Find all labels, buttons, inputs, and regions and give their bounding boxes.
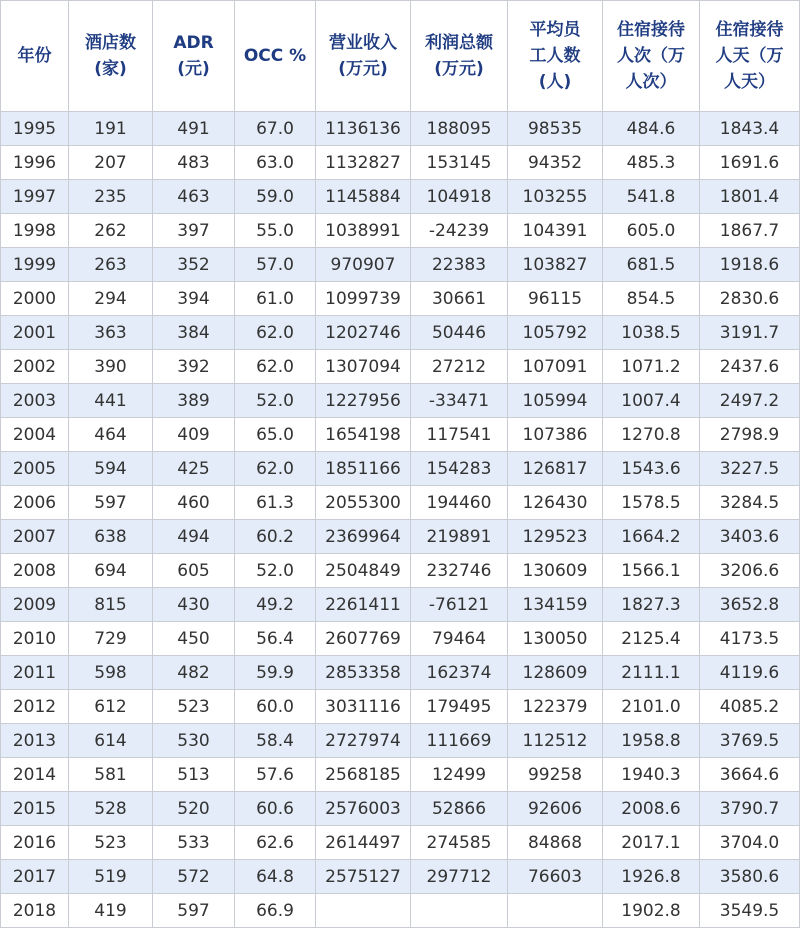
cell-guest-arrivals: 1038.5 <box>603 316 700 350</box>
cell-avg-staff: 96115 <box>508 282 603 316</box>
header-guest-nights: 住宿接待 人天（万 人天） <box>700 1 800 112</box>
cell-profit: 30661 <box>411 282 508 316</box>
table-row <box>1 486 800 520</box>
cell-profit: 27212 <box>411 350 508 384</box>
cell-adr: 397 <box>153 214 235 248</box>
cell-profit: 22383 <box>411 248 508 282</box>
cell-occ: 65.0 <box>235 418 316 452</box>
cell-hotel-count: 464 <box>69 418 153 452</box>
table-row <box>1 316 800 350</box>
cell-year: 2005 <box>1 452 69 486</box>
cell-year: 2000 <box>1 282 69 316</box>
cell-avg-staff: 99258 <box>508 758 603 792</box>
header-profit: 利润总额 (万元) <box>411 1 508 112</box>
cell-guest-nights: 1867.7 <box>700 214 800 248</box>
cell-avg-staff: 126430 <box>508 486 603 520</box>
cell-profit <box>411 894 508 928</box>
cell-avg-staff: 112512 <box>508 724 603 758</box>
cell-occ: 49.2 <box>235 588 316 622</box>
header-avg-staff: 平均员 工人数 (人) <box>508 1 603 112</box>
cell-revenue: 2614497 <box>316 826 411 860</box>
cell-profit: 12499 <box>411 758 508 792</box>
cell-adr: 523 <box>153 690 235 724</box>
cell-avg-staff: 92606 <box>508 792 603 826</box>
cell-revenue: 1099739 <box>316 282 411 316</box>
cell-adr: 572 <box>153 860 235 894</box>
cell-year: 1998 <box>1 214 69 248</box>
header-row <box>1 1 800 112</box>
cell-year: 2010 <box>1 622 69 656</box>
cell-year: 2018 <box>1 894 69 928</box>
cell-revenue: 2568185 <box>316 758 411 792</box>
cell-guest-nights: 3549.5 <box>700 894 800 928</box>
cell-year: 2011 <box>1 656 69 690</box>
cell-revenue: 1038991 <box>316 214 411 248</box>
cell-adr: 605 <box>153 554 235 588</box>
cell-revenue: 1145884 <box>316 180 411 214</box>
cell-guest-nights: 3664.6 <box>700 758 800 792</box>
cell-profit: -76121 <box>411 588 508 622</box>
cell-hotel-count: 523 <box>69 826 153 860</box>
cell-adr: 533 <box>153 826 235 860</box>
cell-year: 2015 <box>1 792 69 826</box>
cell-profit: 153145 <box>411 146 508 180</box>
table-row <box>1 758 800 792</box>
cell-revenue: 1202746 <box>316 316 411 350</box>
cell-guest-nights: 2830.6 <box>700 282 800 316</box>
cell-guest-arrivals: 1940.3 <box>603 758 700 792</box>
cell-occ: 59.9 <box>235 656 316 690</box>
cell-guest-arrivals: 854.5 <box>603 282 700 316</box>
cell-revenue: 1654198 <box>316 418 411 452</box>
cell-guest-nights: 1691.6 <box>700 146 800 180</box>
table-row <box>1 282 800 316</box>
cell-hotel-count: 363 <box>69 316 153 350</box>
cell-avg-staff: 128609 <box>508 656 603 690</box>
cell-guest-nights: 4085.2 <box>700 690 800 724</box>
cell-guest-nights: 2798.9 <box>700 418 800 452</box>
cell-revenue: 1136136 <box>316 112 411 146</box>
cell-year: 1995 <box>1 112 69 146</box>
cell-avg-staff: 104391 <box>508 214 603 248</box>
table-row <box>1 588 800 622</box>
cell-guest-arrivals: 1578.5 <box>603 486 700 520</box>
cell-occ: 62.6 <box>235 826 316 860</box>
cell-guest-nights: 3206.6 <box>700 554 800 588</box>
cell-guest-nights: 4173.5 <box>700 622 800 656</box>
table-row <box>1 112 800 146</box>
cell-occ: 64.8 <box>235 860 316 894</box>
cell-adr: 494 <box>153 520 235 554</box>
cell-avg-staff: 105994 <box>508 384 603 418</box>
cell-occ: 61.3 <box>235 486 316 520</box>
cell-hotel-count: 581 <box>69 758 153 792</box>
cell-avg-staff: 76603 <box>508 860 603 894</box>
cell-avg-staff: 103827 <box>508 248 603 282</box>
cell-year: 2013 <box>1 724 69 758</box>
cell-revenue: 2607769 <box>316 622 411 656</box>
cell-occ: 67.0 <box>235 112 316 146</box>
cell-guest-arrivals: 2111.1 <box>603 656 700 690</box>
cell-year: 1997 <box>1 180 69 214</box>
cell-profit: 162374 <box>411 656 508 690</box>
cell-year: 2008 <box>1 554 69 588</box>
cell-profit: 194460 <box>411 486 508 520</box>
cell-adr: 409 <box>153 418 235 452</box>
cell-hotel-count: 390 <box>69 350 153 384</box>
cell-guest-nights: 1843.4 <box>700 112 800 146</box>
cell-hotel-count: 638 <box>69 520 153 554</box>
cell-avg-staff: 107091 <box>508 350 603 384</box>
cell-adr: 392 <box>153 350 235 384</box>
table-row <box>1 894 800 928</box>
cell-avg-staff <box>508 894 603 928</box>
cell-adr: 597 <box>153 894 235 928</box>
cell-guest-arrivals: 1958.8 <box>603 724 700 758</box>
cell-guest-arrivals: 1270.8 <box>603 418 700 452</box>
cell-adr: 482 <box>153 656 235 690</box>
cell-guest-arrivals: 1543.6 <box>603 452 700 486</box>
table-row <box>1 520 800 554</box>
cell-occ: 61.0 <box>235 282 316 316</box>
cell-hotel-count: 419 <box>69 894 153 928</box>
cell-adr: 430 <box>153 588 235 622</box>
cell-guest-arrivals: 2017.1 <box>603 826 700 860</box>
cell-guest-nights: 3769.5 <box>700 724 800 758</box>
cell-hotel-count: 594 <box>69 452 153 486</box>
cell-guest-nights: 3580.6 <box>700 860 800 894</box>
cell-revenue: 2575127 <box>316 860 411 894</box>
header-guest-arrivals: 住宿接待 人次（万 人次） <box>603 1 700 112</box>
cell-year: 2012 <box>1 690 69 724</box>
cell-hotel-count: 815 <box>69 588 153 622</box>
table-header <box>1 1 800 112</box>
cell-profit: 232746 <box>411 554 508 588</box>
cell-hotel-count: 235 <box>69 180 153 214</box>
cell-hotel-count: 294 <box>69 282 153 316</box>
cell-guest-nights: 3191.7 <box>700 316 800 350</box>
cell-occ: 63.0 <box>235 146 316 180</box>
cell-guest-arrivals: 1902.8 <box>603 894 700 928</box>
cell-hotel-count: 598 <box>69 656 153 690</box>
table-row <box>1 418 800 452</box>
cell-occ: 59.0 <box>235 180 316 214</box>
cell-year: 2014 <box>1 758 69 792</box>
cell-hotel-count: 262 <box>69 214 153 248</box>
cell-avg-staff: 84868 <box>508 826 603 860</box>
cell-occ: 60.2 <box>235 520 316 554</box>
cell-guest-nights: 3790.7 <box>700 792 800 826</box>
cell-hotel-count: 191 <box>69 112 153 146</box>
cell-hotel-count: 729 <box>69 622 153 656</box>
cell-revenue <box>316 894 411 928</box>
cell-avg-staff: 134159 <box>508 588 603 622</box>
cell-guest-arrivals: 2125.4 <box>603 622 700 656</box>
cell-guest-arrivals: 605.0 <box>603 214 700 248</box>
cell-guest-arrivals: 2101.0 <box>603 690 700 724</box>
table-row <box>1 146 800 180</box>
table-row <box>1 860 800 894</box>
table-row <box>1 656 800 690</box>
cell-profit: 154283 <box>411 452 508 486</box>
cell-adr: 389 <box>153 384 235 418</box>
cell-adr: 491 <box>153 112 235 146</box>
cell-adr: 513 <box>153 758 235 792</box>
cell-occ: 60.0 <box>235 690 316 724</box>
cell-guest-arrivals: 485.3 <box>603 146 700 180</box>
cell-year: 2016 <box>1 826 69 860</box>
cell-revenue: 970907 <box>316 248 411 282</box>
cell-avg-staff: 98535 <box>508 112 603 146</box>
table-row <box>1 792 800 826</box>
header-hotel-count: 酒店数 (家) <box>69 1 153 112</box>
cell-guest-nights: 3403.6 <box>700 520 800 554</box>
cell-guest-arrivals: 541.8 <box>603 180 700 214</box>
cell-guest-nights: 3284.5 <box>700 486 800 520</box>
cell-hotel-count: 528 <box>69 792 153 826</box>
cell-revenue: 1227956 <box>316 384 411 418</box>
cell-avg-staff: 94352 <box>508 146 603 180</box>
cell-revenue: 2853358 <box>316 656 411 690</box>
cell-occ: 57.6 <box>235 758 316 792</box>
cell-profit: 188095 <box>411 112 508 146</box>
cell-year: 1999 <box>1 248 69 282</box>
cell-occ: 52.0 <box>235 384 316 418</box>
cell-adr: 394 <box>153 282 235 316</box>
cell-guest-nights: 3227.5 <box>700 452 800 486</box>
cell-hotel-count: 263 <box>69 248 153 282</box>
cell-profit: 52866 <box>411 792 508 826</box>
table-row <box>1 724 800 758</box>
cell-year: 2001 <box>1 316 69 350</box>
cell-occ: 60.6 <box>235 792 316 826</box>
cell-guest-nights: 3652.8 <box>700 588 800 622</box>
cell-avg-staff: 103255 <box>508 180 603 214</box>
cell-revenue: 3031116 <box>316 690 411 724</box>
cell-adr: 352 <box>153 248 235 282</box>
cell-hotel-count: 614 <box>69 724 153 758</box>
cell-hotel-count: 612 <box>69 690 153 724</box>
cell-year: 2007 <box>1 520 69 554</box>
header-occ: OCC % <box>235 1 316 112</box>
cell-hotel-count: 207 <box>69 146 153 180</box>
cell-year: 2006 <box>1 486 69 520</box>
cell-occ: 52.0 <box>235 554 316 588</box>
cell-guest-nights: 2497.2 <box>700 384 800 418</box>
cell-revenue: 2504849 <box>316 554 411 588</box>
table-row <box>1 622 800 656</box>
cell-revenue: 2055300 <box>316 486 411 520</box>
cell-occ: 62.0 <box>235 350 316 384</box>
cell-adr: 425 <box>153 452 235 486</box>
cell-guest-arrivals: 1007.4 <box>603 384 700 418</box>
cell-guest-arrivals: 1566.1 <box>603 554 700 588</box>
cell-adr: 460 <box>153 486 235 520</box>
table-row <box>1 826 800 860</box>
cell-profit: 297712 <box>411 860 508 894</box>
table-row <box>1 180 800 214</box>
cell-hotel-count: 441 <box>69 384 153 418</box>
cell-guest-arrivals: 484.6 <box>603 112 700 146</box>
cell-avg-staff: 129523 <box>508 520 603 554</box>
cell-avg-staff: 130609 <box>508 554 603 588</box>
cell-occ: 56.4 <box>235 622 316 656</box>
cell-guest-nights: 4119.6 <box>700 656 800 690</box>
cell-adr: 384 <box>153 316 235 350</box>
cell-revenue: 2261411 <box>316 588 411 622</box>
cell-avg-staff: 130050 <box>508 622 603 656</box>
cell-guest-nights: 2437.6 <box>700 350 800 384</box>
cell-year: 2017 <box>1 860 69 894</box>
cell-year: 2003 <box>1 384 69 418</box>
cell-occ: 55.0 <box>235 214 316 248</box>
cell-profit: 79464 <box>411 622 508 656</box>
cell-guest-nights: 1801.4 <box>700 180 800 214</box>
cell-occ: 58.4 <box>235 724 316 758</box>
cell-revenue: 2576003 <box>316 792 411 826</box>
cell-guest-arrivals: 1827.3 <box>603 588 700 622</box>
cell-revenue: 2727974 <box>316 724 411 758</box>
cell-profit: 50446 <box>411 316 508 350</box>
cell-adr: 530 <box>153 724 235 758</box>
cell-profit: 117541 <box>411 418 508 452</box>
cell-occ: 62.0 <box>235 452 316 486</box>
header-year: 年份 <box>1 1 69 112</box>
cell-adr: 520 <box>153 792 235 826</box>
cell-year: 1996 <box>1 146 69 180</box>
table-row <box>1 214 800 248</box>
cell-avg-staff: 107386 <box>508 418 603 452</box>
table-row <box>1 350 800 384</box>
cell-avg-staff: 122379 <box>508 690 603 724</box>
header-adr: ADR (元) <box>153 1 235 112</box>
cell-guest-arrivals: 1664.2 <box>603 520 700 554</box>
cell-guest-nights: 3704.0 <box>700 826 800 860</box>
table-body <box>1 112 800 928</box>
table-row <box>1 384 800 418</box>
cell-hotel-count: 597 <box>69 486 153 520</box>
cell-hotel-count: 694 <box>69 554 153 588</box>
cell-revenue: 1307094 <box>316 350 411 384</box>
cell-guest-arrivals: 681.5 <box>603 248 700 282</box>
cell-avg-staff: 105792 <box>508 316 603 350</box>
table-row <box>1 248 800 282</box>
cell-guest-nights: 1918.6 <box>700 248 800 282</box>
cell-occ: 57.0 <box>235 248 316 282</box>
cell-profit: 179495 <box>411 690 508 724</box>
cell-profit: 274585 <box>411 826 508 860</box>
cell-year: 2004 <box>1 418 69 452</box>
cell-profit: -24239 <box>411 214 508 248</box>
cell-profit: 104918 <box>411 180 508 214</box>
table-row <box>1 690 800 724</box>
cell-occ: 62.0 <box>235 316 316 350</box>
table-row <box>1 452 800 486</box>
cell-revenue: 1851166 <box>316 452 411 486</box>
cell-year: 2002 <box>1 350 69 384</box>
header-revenue: 营业收入 (万元) <box>316 1 411 112</box>
cell-adr: 463 <box>153 180 235 214</box>
cell-guest-arrivals: 1926.8 <box>603 860 700 894</box>
cell-revenue: 2369964 <box>316 520 411 554</box>
table-row <box>1 554 800 588</box>
cell-guest-arrivals: 1071.2 <box>603 350 700 384</box>
cell-adr: 450 <box>153 622 235 656</box>
cell-revenue: 1132827 <box>316 146 411 180</box>
cell-adr: 483 <box>153 146 235 180</box>
cell-avg-staff: 126817 <box>508 452 603 486</box>
cell-hotel-count: 519 <box>69 860 153 894</box>
cell-profit: 111669 <box>411 724 508 758</box>
cell-profit: 219891 <box>411 520 508 554</box>
cell-year: 2009 <box>1 588 69 622</box>
cell-guest-arrivals: 2008.6 <box>603 792 700 826</box>
cell-profit: -33471 <box>411 384 508 418</box>
cell-occ: 66.9 <box>235 894 316 928</box>
